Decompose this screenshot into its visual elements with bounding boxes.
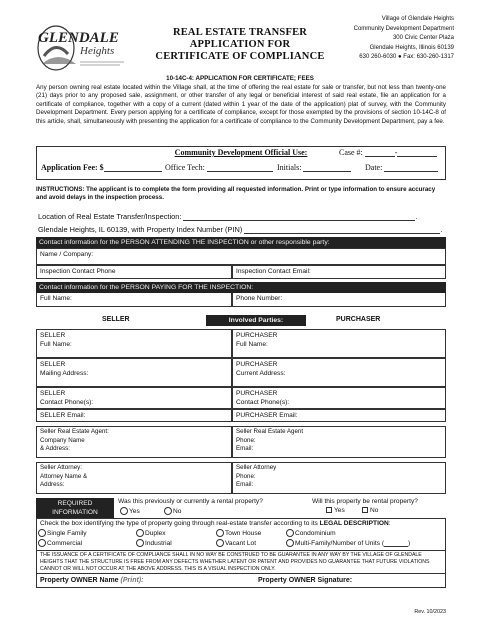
- pin-field[interactable]: Glendale Heights, IL 60139, with Property Index Number (PIN) .: [38, 225, 443, 234]
- required-information-label: REQUIRED INFORMATION: [36, 498, 114, 518]
- paying-name-field[interactable]: Full Name:: [36, 293, 232, 307]
- revision-date: Rev. 10/2023: [414, 609, 446, 615]
- case-number-field[interactable]: Case #: -: [339, 148, 437, 157]
- rental-future-question: Will this property be rental property?: [312, 498, 418, 505]
- village-logo: [36, 20, 126, 76]
- rental-future-no[interactable]: No: [362, 507, 378, 514]
- property-type-single-family[interactable]: Single Family: [38, 529, 87, 537]
- paying-phone-field[interactable]: Phone Number:: [232, 293, 446, 307]
- department-address: Village of Glendale Heights Community Development Department 300 Civic Center Plaza Glendale Heights, Illinois 60139 630 260-6030 ● Fax: 630-260-1317: [353, 16, 454, 61]
- seller-contact-phone-field[interactable]: SELLER Contact Phone(s):: [36, 387, 232, 409]
- property-type-industrial[interactable]: Industrial: [136, 539, 172, 547]
- seller-full-name-field[interactable]: SELLER Full Name:: [36, 329, 232, 358]
- rental-future-yes[interactable]: Yes: [326, 507, 345, 514]
- property-type-duplex[interactable]: Duplex: [136, 529, 166, 537]
- attending-email-field[interactable]: Inspection Contact Email:: [232, 265, 446, 279]
- purchaser-heading: PURCHASER: [336, 316, 381, 323]
- property-type-commercial[interactable]: Commercial: [38, 539, 82, 547]
- property-type-prompt: Check the box identifying the type of property going through real-estate transfer according to its LEGAL DESCRIPTION:: [40, 520, 391, 527]
- svg-text:Heights: Heights: [80, 45, 115, 57]
- office-tech-field[interactable]: Office Tech:: [165, 163, 273, 172]
- purchaser-current-address-field[interactable]: PURCHASER Current Address:: [232, 358, 446, 387]
- seller-agent-company-field[interactable]: Seller Real Estate Agent: Company Name & Address:: [36, 426, 232, 458]
- attending-phone-field[interactable]: Inspection Contact Phone: [36, 265, 232, 279]
- seller-email-field[interactable]: SELLER Email:: [36, 409, 232, 422]
- property-type-town-house[interactable]: Town House: [216, 529, 261, 537]
- rental-previous-yes[interactable]: Yes: [120, 507, 140, 515]
- application-form: [36, 237, 446, 607]
- date-field[interactable]: Date:: [365, 163, 438, 172]
- property-type-multi-family[interactable]: Multi-Family/Number of Units ( ): [286, 539, 410, 547]
- seller-attorney-field[interactable]: Seller Attorney: Attorney Name & Address:: [36, 462, 232, 494]
- instructions-text: INSTRUCTIONS: The applicant is to complete the form providing all requested information. Print or type information to ensure accuracy and avoid delays in the inspection process.: [36, 186, 436, 202]
- seller-agent-contact-field[interactable]: Seller Real Estate Agent Phone: Email:: [232, 426, 446, 458]
- location-field[interactable]: Location of Real Estate Transfer/Inspection: .: [38, 212, 418, 221]
- attending-section-bar: Contact information for the PERSON ATTENDING THE INSPECTION or other responsible party:: [36, 237, 446, 248]
- owner-name-field[interactable]: Property OWNER Name (Print):: [40, 577, 144, 584]
- attending-name-field[interactable]: Name / Company:: [36, 248, 446, 265]
- official-use-title: Community Development Official Use:: [174, 148, 308, 157]
- svg-text:GLENDALE: GLENDALE: [38, 30, 119, 46]
- involved-parties-bar: Involved Parties:: [206, 315, 306, 326]
- seller-heading: SELLER: [102, 316, 130, 323]
- purchaser-full-name-field[interactable]: PURCHASER Full Name:: [232, 329, 446, 358]
- form-title: REAL ESTATE TRANSFER APPLICATION FOR CERTIFICATE OF COMPLIANCE: [155, 27, 325, 62]
- code-section-title: 10-14C-4: APPLICATION FOR CERTIFICATE; FEES: [166, 75, 314, 82]
- rental-previous-no[interactable]: No: [164, 507, 181, 515]
- owner-signature-field[interactable]: Property OWNER Signature:: [258, 577, 353, 584]
- purchaser-contact-phone-field[interactable]: PURCHASER Contact Phone(s):: [232, 387, 446, 409]
- application-fee-field[interactable]: Application Fee: $: [41, 163, 162, 172]
- property-type-vacant-lot[interactable]: Vacant Lot: [216, 539, 256, 547]
- property-type-condominium[interactable]: Condominium: [286, 529, 336, 537]
- initials-field[interactable]: Initials:: [277, 163, 351, 172]
- official-use-box: [36, 146, 446, 180]
- seller-attorney-contact-field[interactable]: Seller Attorney Phone: Email:: [232, 462, 446, 494]
- paying-section-bar: Contact information for the PERSON PAYING FOR THE INSPECTION:: [36, 282, 446, 293]
- rental-previous-question: Was this previously or currently a rental property?: [118, 498, 263, 505]
- seller-mailing-address-field[interactable]: SELLER Mailing Address:: [36, 358, 232, 387]
- purchaser-email-field[interactable]: PURCHASER Email:: [232, 409, 446, 422]
- code-paragraph: Any person owning real estate located within the Village shall, at the time of offering the real estate for sale or transfer, but not less than twenty-one (21) days prior to any proposed sale, assignment, or other transfer of any legal or beneficial interest of said real estate, file an application for a certificate of compliance, together with a copy of a current (dated within 1 year of the date of the application) plat of survey, with the Community Development Department. Every person applying for a certificate of compliance, except for those exempted by the provisions of section 10-14C-8 of this article, shall, simultaneously with presenting the application for a certificate of compliance to the Community Development Department, pay a fee.: [36, 84, 446, 125]
- compliance-disclaimer: THE ISSUANCE OF A CERTIFICATE OF COMPLIANCE SHALL IN NO WAY BE CONSTRUED TO BE GUARANTEE IN ANY WAY BY THE VILLAGE OF GLENDALE HEIGHTS THAT THE STRUCTURE IS FREE FROM ANY DEFECTS WHETHER LATENT OR PATENT AND PROVIDES NO GUARANTEE THAT FUTURE VIOLATIONS CANNOT OR WILL NOT OCCUR AT THE ABOVE ADDRESS. THIS IS A VISUAL INSPECTION ONLY.: [36, 550, 446, 574]
